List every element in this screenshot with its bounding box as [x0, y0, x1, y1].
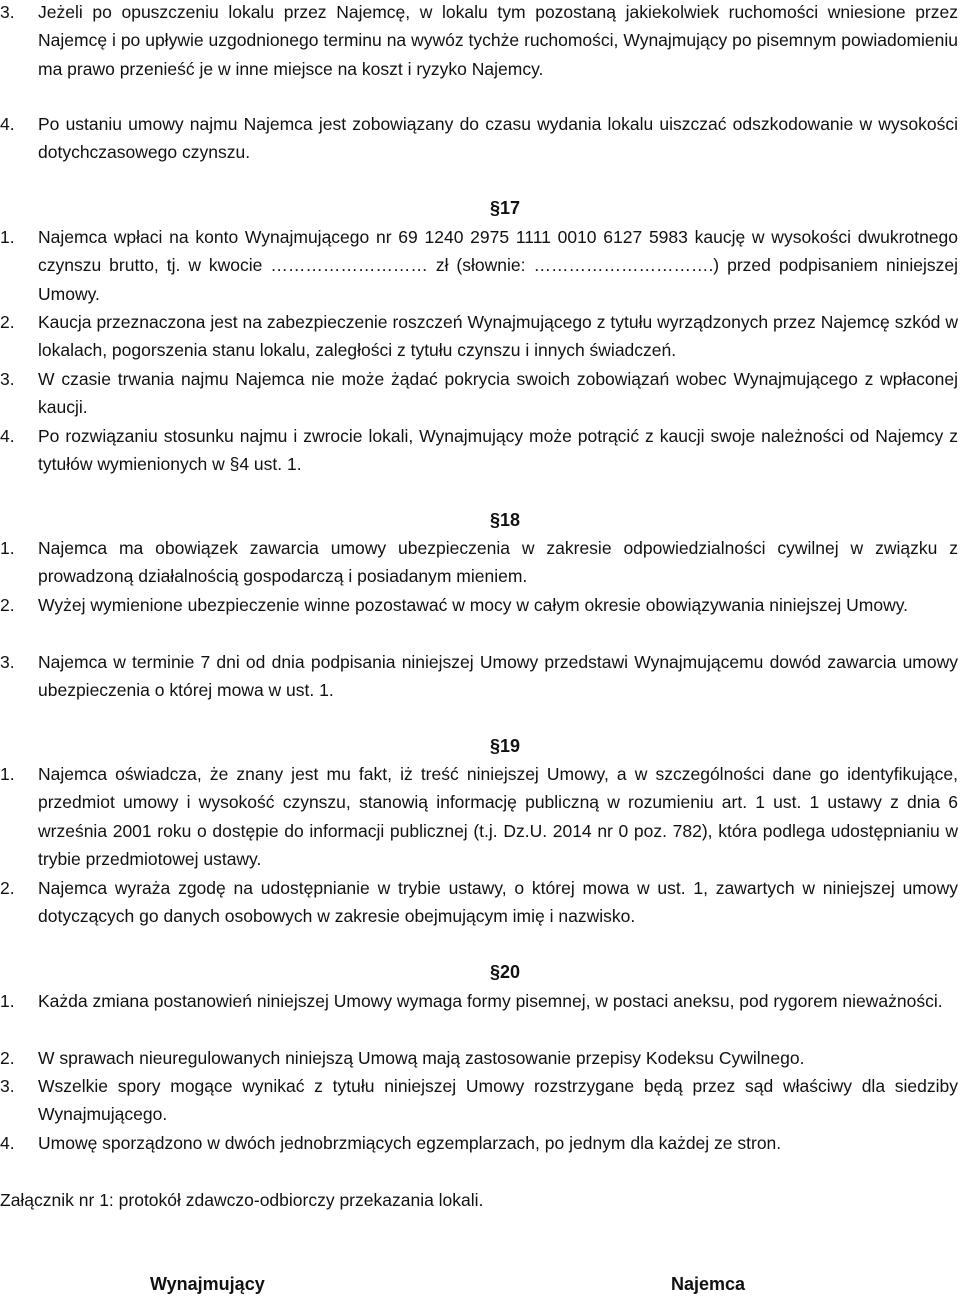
section-heading: §20 [489, 962, 521, 982]
item-text: Najemca w terminie 7 dni od dnia podpisania niniejszej Umowy przedstawi Wynajmującemu dowód zawarcia umowy ubezpieczenia o której mowa w ust. 1. [38, 652, 958, 701]
item-number: 2. [0, 312, 15, 332]
section-heading: §19 [489, 736, 521, 756]
signature-najemca: Najemca [671, 1274, 746, 1294]
item-number: 4. [0, 1133, 15, 1153]
item-text: Jeżeli po opuszczeniu lokalu przez Najemcę, w lokalu tym pozostaną jakiekolwiek ruchomości wniesione przez Najemcę i po upływie uzgodnionego terminu na wywóz tychże ruchomości, Wynajmujący po pisemnym powiadomieniu ma prawo przenieść je w inne miejsce na koszt i ryzyko Najemcy. [38, 2, 958, 79]
item-text: Najemca wyraża zgodę na udostępnianie w trybie ustawy, o której mowa w ust. 1, zawartych w niniejszej umowy dotyczących go danych osobowych w zakresie obejmującym imię i nazwisko. [38, 878, 958, 927]
section-heading: §18 [489, 510, 521, 530]
item-text: Wyżej wymienione ubezpieczenie winne pozostawać w mocy w całym okresie obowiązywania niniejszej Umowy. [38, 595, 909, 615]
item-number: 1. [0, 538, 15, 558]
item-number: 2. [0, 595, 15, 615]
item-text: Umowę sporządzono w dwóch jednobrzmiących egzemplarzach, po jednym dla każdej ze stron. [38, 1133, 782, 1153]
item-text: Wszelkie spory mogące wynikać z tytułu niniejszej Umowy rozstrzygane będą przez sąd właściwy dla siedziby Wynajmującego. [38, 1076, 958, 1125]
item-text: Najemca ma obowiązek zawarcia umowy ubezpieczenia w zakresie odpowiedzialności cywilnej w związku z prowadzoną działalnością gospodarczą i posiadanym mieniem. [38, 538, 958, 587]
list-item [0, 1072, 958, 1129]
item-text: Po rozwiązaniu stosunku najmu i zwrocie lokali, Wynajmujący może potrącić z kaucji swoje należności od Najemcy z tytułów wymienionych w §4 ust. 1. [38, 426, 958, 475]
item-text: Kaucja przeznaczona jest na zabezpieczenie roszczeń Wynajmującego z tytułu wyrządzonych przez Najemcę szkód w lokalach, pogorszenia stanu lokalu, zaległości z tytułu czynszu i innych świadczeń. [38, 312, 958, 361]
item-number: 1. [0, 227, 15, 247]
item-text: W sprawach nieuregulowanych niniejszą Umową mają zastosowanie przepisy Kodeksu Cywilnego. [38, 1048, 805, 1068]
item-number: 1. [0, 991, 15, 1011]
list-item [0, 1129, 958, 1157]
signature-wynajmujacy: Wynajmujący [150, 1274, 265, 1294]
item-number: 3. [0, 369, 15, 389]
item-text: Po ustaniu umowy najmu Najemca jest zobowiązany do czasu wydania lokalu uiszczać odszkodowanie w wysokości dotychczasowego czynszu. [38, 114, 958, 163]
item-text: W czasie trwania najmu Najemca nie może żądać pokrycia swoich zobowiązań wobec Wynajmującego z wpłaconej kaucji. [38, 369, 958, 418]
list-item [0, 0, 958, 83]
list-item [0, 648, 958, 705]
item-number: 4. [0, 426, 15, 446]
list-item [0, 534, 958, 591]
list-item [0, 365, 958, 422]
list-item [0, 1044, 958, 1072]
item-number: 3. [0, 2, 15, 22]
item-text: Każda zmiana postanowień niniejszej Umowy wymaga formy pisemnej, w postaci aneksu, pod rygorem nieważności. [38, 991, 943, 1011]
item-number: 3. [0, 652, 15, 672]
section-heading: §17 [489, 198, 521, 218]
item-number: 4. [0, 114, 15, 134]
item-text: Najemca oświadcza, że znany jest mu fakt, iż treść niniejszej Umowy, a w szczególności dane go identyfikujące, przedmiot umowy i wysokość czynszu, stanowią informację publiczną w rozumieniu art. 1 ust. 1 ustawy z dnia 6 września 2001 roku o dostępie do informacji publicznej (t.j. Dz.U. 2014 nr 0 poz. 782), która podlega udostępnianiu w trybie przedmiotowej ustawy. [38, 764, 958, 869]
list-item [0, 422, 958, 479]
list-item [0, 874, 958, 931]
list-item [0, 110, 958, 167]
item-number: 2. [0, 1048, 15, 1068]
item-number: 3. [0, 1076, 15, 1096]
list-item [0, 308, 958, 365]
item-number: 1. [0, 764, 15, 784]
list-item [0, 223, 958, 308]
list-item [0, 591, 958, 619]
item-number: 2. [0, 878, 15, 898]
list-item [0, 760, 958, 873]
item-text: Najemca wpłaci na konto Wynajmującego nr 69 1240 2975 1111 0010 6127 5983 kaucję w wysokości dwukrotnego czynszu brutto, tj. w kwocie ……………………… zł (słownie: ………………………….) przed podpisaniem niniejszej Umowy. [38, 227, 958, 304]
list-item [0, 987, 958, 1015]
attachment-note: Załącznik nr 1: protokół zdawczo-odbiorczy przekazania lokali. [0, 1190, 484, 1210]
